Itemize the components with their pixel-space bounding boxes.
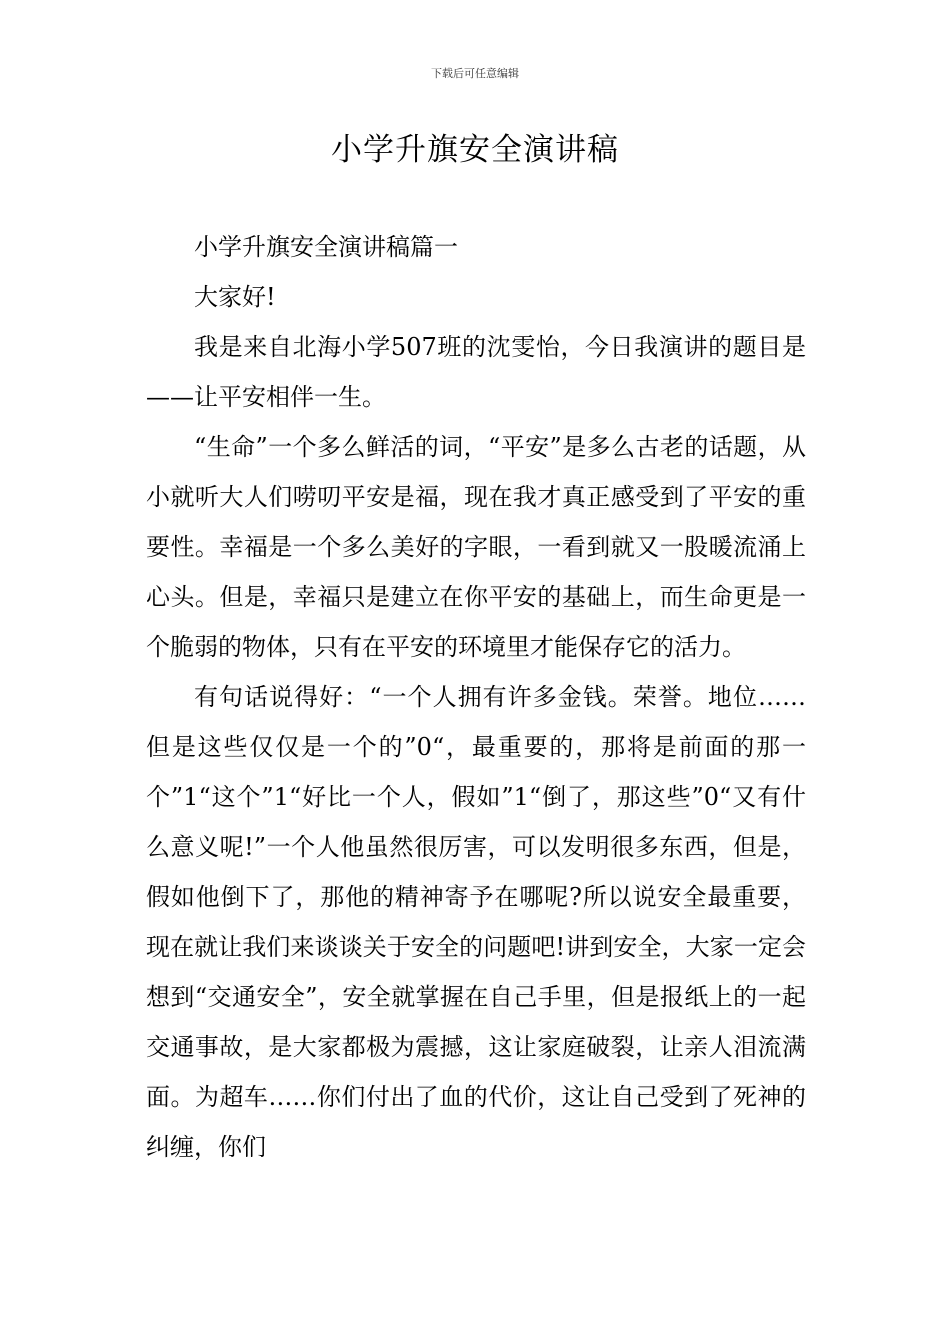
header-note: 下载后可任意编辑: [431, 67, 519, 80]
section-heading: 小学升旗安全演讲稿篇一: [194, 233, 458, 261]
intro-paragraph: 我是来自北海小学507班的沈雯怡，今日我演讲的题目是——让平安相伴一生。: [146, 333, 806, 411]
document-body: [146, 222, 806, 1172]
body-paragraph: 有句话说得好：“一个人拥有许多金钱。荣誉。地位……但是这些仅仅是一个的”0“，最重要的，那将是前面的那一个”1“这个”1“好比一个人，假如”1“倒了，那这些”0“又有什么意义呢!”一个人他虽然很厉害，可以发明很多东西，但是，假如他倒下了，那他的精神寄予在哪呢?所以说安全最重要，现在就让我们来谈谈关于安全的问题吧!讲到安全，大家一定会想到“交通安全”，安全就掌握在自己手里，但是报纸上的一起交通事故，是大家都极为震撼，这让家庭破裂，让亲人泪流满面。为超车……你们付出了血的代价，这让自己受到了死神的纠缠，你们: [146, 683, 806, 1161]
document-title: 小学升旗安全演讲稿: [331, 132, 619, 168]
body-paragraph: “生命”一个多么鲜活的词，“平安”是多么古老的话题，从小就听大人们唠叨平安是福，现在我才真正感受到了平安的重要性。幸福是一个多么美好的字眼，一看到就又一股暖流涌上心头。但是，幸福只是建立在你平安的基础上，而生命更是一个脆弱的物体，只有在平安的环境里才能保存它的活力。: [146, 433, 806, 661]
greeting-paragraph: 大家好!: [194, 283, 276, 311]
